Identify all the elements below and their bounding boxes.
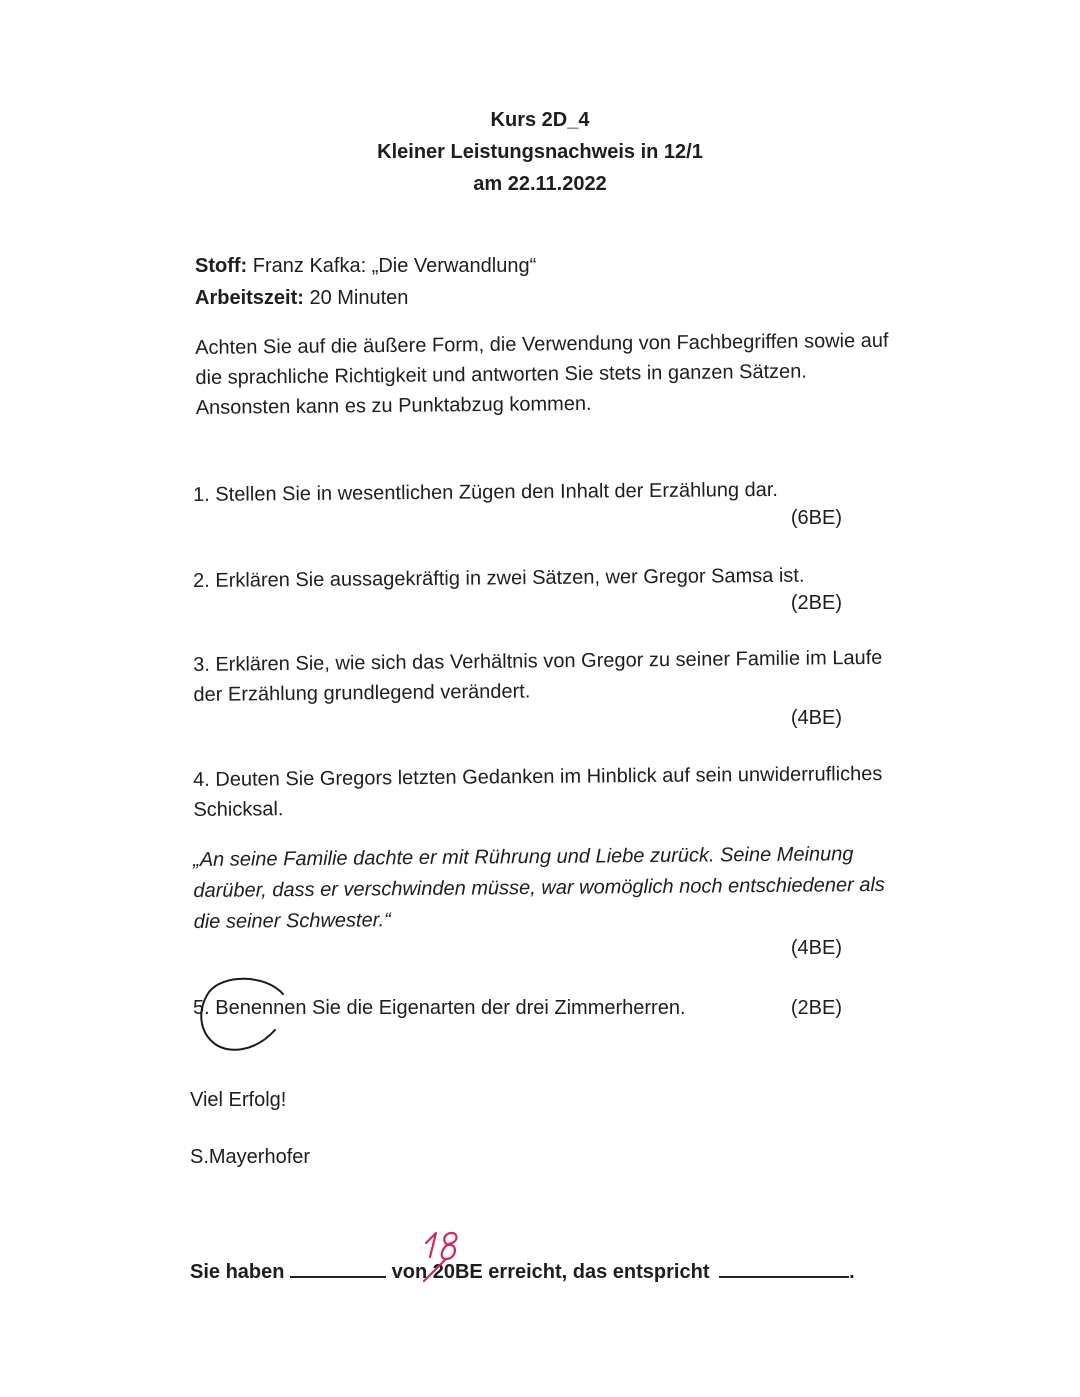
instructions: Achten Sie auf die äußere Form, die Verwendung von Fachbegriffen sowie auf die sprachliche Richtigkeit und antworten Sie stets in ganzen Sätzen. Ansonsten kann es zu Punktabzug kommen.	[195, 329, 889, 419]
score-prefix: Sie haben	[190, 1261, 285, 1283]
handwritten-circle-mark	[195, 972, 295, 1054]
score-middle: von 20BE erreicht, das entspricht	[391, 1261, 710, 1283]
exam-date: am 22.11.2022	[473, 173, 607, 195]
handwritten-score	[418, 1225, 478, 1285]
teacher-signature: S.Mayerhofer	[190, 1146, 311, 1168]
score-line	[190, 1257, 855, 1287]
exam-header	[0, 104, 1080, 200]
task-2-points: (2BE)	[790, 592, 842, 614]
kafka-quote: „An seine Familie dachte er mit Rührung und Liebe zurück. Seine Meinung darüber, dass er verschwinden müsse, war womöglich noch entschiedener als die seiner Schwester.“	[193, 843, 885, 933]
task-4-points: (4BE)	[790, 937, 842, 959]
task-4: 4. Deuten Sie Gregors letzten Gedanken im Hinblick auf sein unwiderrufliches Schicksal.	[193, 762, 883, 821]
task-3: 3. Erklären Sie, wie sich das Verhältnis von Gregor zu seiner Familie im Laufe der Erzählung grundlegend verändert.	[193, 646, 883, 706]
task-3-points: (4BE)	[790, 707, 842, 729]
course-title: Kurs 2D_4	[490, 109, 590, 131]
arbeitszeit-label: Arbeitszeit:	[195, 287, 304, 309]
task-2: 2. Erklären Sie aussagekräftig in zwei Sätzen, wer Gregor Samsa ist.	[193, 564, 805, 592]
arbeitszeit-value: 20 Minuten	[309, 287, 409, 309]
task-1-points: (6BE)	[790, 507, 842, 529]
exam-meta	[195, 250, 536, 314]
task-1: 1. Stellen Sie in wesentlichen Zügen den Inhalt der Erzählung dar.	[193, 478, 779, 506]
task-5: 5. Benennen Sie die Eigenarten der drei Zimmerherren.	[193, 997, 686, 1019]
good-luck-text: Viel Erfolg!	[190, 1089, 287, 1111]
score-blank	[290, 1258, 386, 1278]
stoff-value: Franz Kafka: „Die Verwandlung“	[252, 255, 537, 277]
stoff-label: Stoff:	[195, 255, 248, 277]
grade-blank	[719, 1258, 849, 1278]
score-suffix: .	[849, 1261, 855, 1283]
exam-title: Kleiner Leistungsnachweis in 12/1	[377, 141, 703, 163]
task-5-points: (2BE)	[790, 997, 842, 1019]
